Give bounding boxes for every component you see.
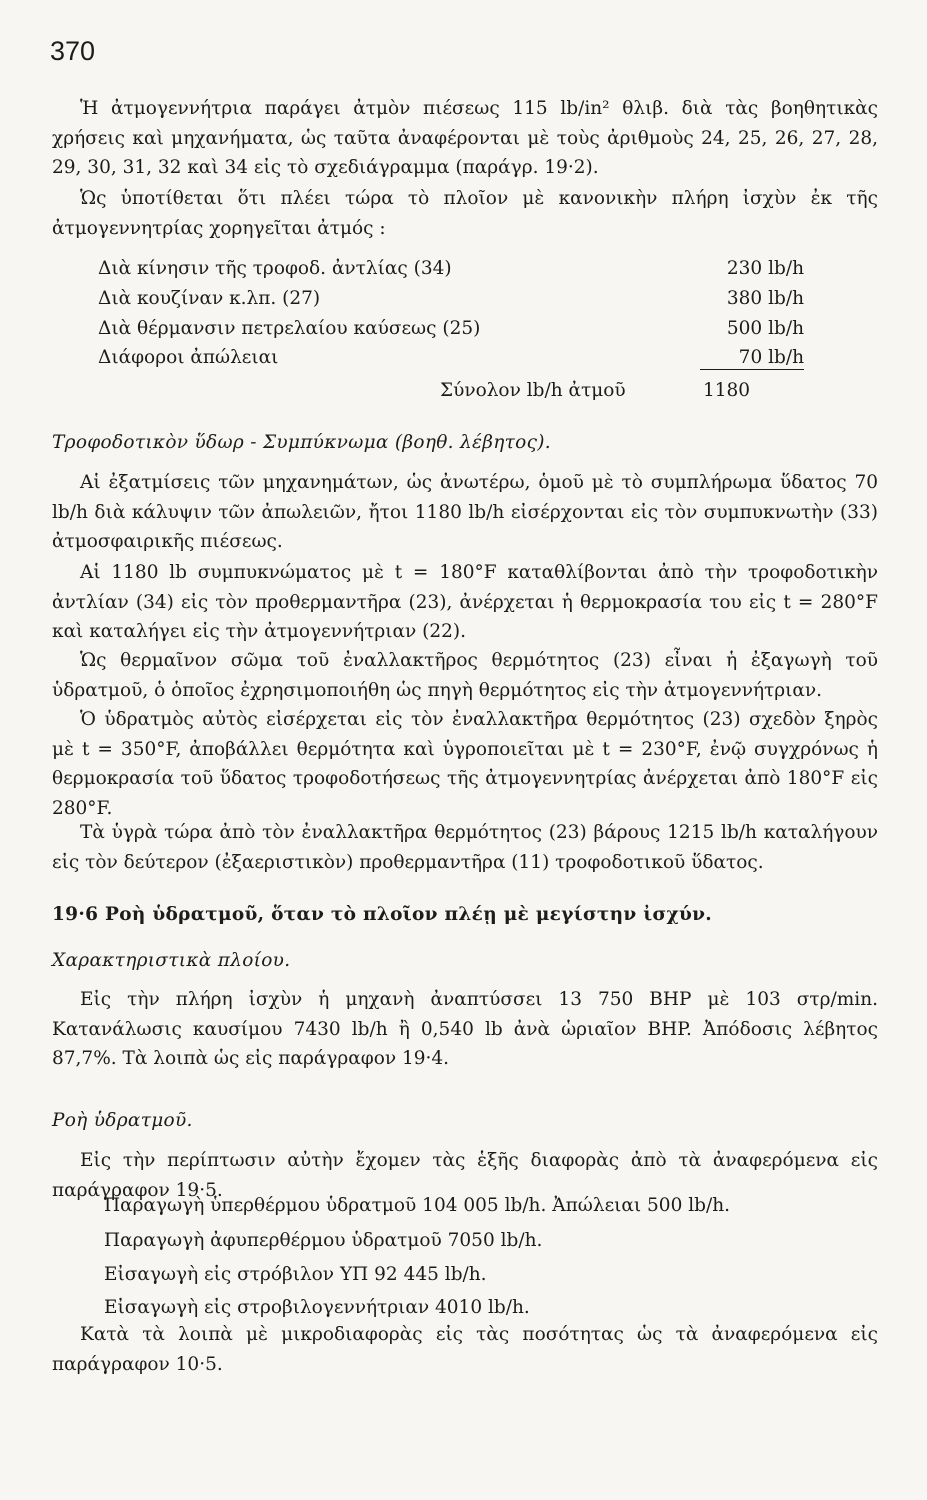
list-item: Εἰσαγωγὴ εἰς στροβιλογεννήτριαν 4010 lb/h. — [104, 1297, 530, 1318]
paragraph-heating-body: Ὡς θερμαῖνον σῶμα τοῦ ἐναλλακτῆρος θερμότητος (23) εἶναι ἡ ἐξαγωγὴ τοῦ ὑδρατμοῦ, ὁ ὁποῖος ἐχρησιμοποιήθη ὡς πηγὴ θερμότητος εἰς τὴν ἀτμογεννήτριαν. — [52, 650, 878, 701]
table-row — [98, 314, 818, 344]
section-heading: 19·6 Ροὴ ὑδρατμοῦ, ὅταν τὸ πλοῖον πλέῃ μὲ μεγίστην ἰσχύν. — [52, 904, 712, 925]
paragraph-steam-production: Ἡ ἀτμογεννήτρια παράγει ἀτμὸν πιέσεως 115 lb/in² θλιβ. διὰ τὰς βοηθητικὰς χρήσεις καὶ μηχανήματα, ὡς ταῦτα ἀναφέρονται μὲ τοὺς ἀριθμοὺς 24, 25, 26, 27, 28, 29, 30, 31, 32 καὶ 34 εἰς τὸ σχεδιάγραμμα (παράγρ. 19·2). — [52, 98, 878, 178]
subheading-feedwater: Τροφοδοτικὸν ὕδωρ - Συμπύκνωμα (βοηθ. λέβητος). — [52, 432, 551, 453]
paragraph-remaining: Κατὰ τὰ λοιπὰ μὲ μικροδιαφορὰς εἰς τὰς ποσότητας ὡς τὰ ἀναφερόμενα εἰς παράγραφον 10·5. — [52, 1324, 878, 1375]
row-label: Διὰ κουζίναν κ.λπ. (27) — [98, 288, 321, 309]
subheading-steam-flow: Ροὴ ὑδρατμοῦ. — [52, 1110, 193, 1131]
row-label: Διὰ θέρμανσιν πετρελαίου καύσεως (25) — [98, 318, 481, 339]
paragraph-differences: Εἰς τὴν περίπτωσιν αὐτὴν ἔχομεν τὰς ἑξῆς διαφορὰς ἀπὸ τὰ ἀναφερόμενα εἰς παράγραφον 19·5. — [52, 1150, 878, 1201]
row-label: Διὰ κίνησιν τῆς τροφοδ. ἀντλίας (34) — [98, 258, 452, 279]
paragraph-condensate: Αἱ 1180 lb συμπυκνώματος μὲ t = 180°F καταθλίβονται ἀπὸ τὴν τροφοδοτικὴν ἀντλίαν (34) εἰς τὸν προθερμαντῆρα (23), ἀνέρχεται ἡ θερμοκρασία του εἰς t = 280°F καὶ καταλήγει εἰς τὴν ἀτμογεννήτριαν (22). — [52, 562, 878, 642]
paragraph-heat-exchanger: Ὁ ὑδρατμὸς αὐτὸς εἰσέρχεται εἰς τὸν ἐναλλακτῆρα θερμότητος (23) σχεδὸν ξηρὸς μὲ t = 350°F, ἀποβάλλει θερμότητα καὶ ὑγροποιεῖται μὲ t = 230°F, ἐνῷ συγχρόνως ἡ θερμοκρασία τοῦ ὕδατος τροφοδοτήσεως τῆς ἀτμογεννητρίας ἀνέρχεται ἀπὸ 180°F εἰς 280°F. — [52, 709, 878, 819]
paragraph-steam-supply: Ὡς ὑποτίθεται ὅτι πλέει τώρα τὸ πλοῖον μὲ κανονικὴν πλήρη ἰσχὺν ἐκ τῆς ἀτμογεννητρίας χορηγεῖται ἀτμός : — [52, 188, 878, 239]
row-value: 230 lb/h — [726, 258, 804, 279]
page-number: 370 — [50, 36, 96, 66]
list-item: Εἰσαγωγὴ εἰς στρόβιλον ΥΠ 92 445 lb/h. — [104, 1264, 487, 1285]
list-item: Παραγωγὴ ἀφυπερθέρμου ὑδρατμοῦ 7050 lb/h. — [104, 1230, 543, 1251]
row-value: 70 lb/h — [738, 347, 804, 368]
subheading-ship-characteristics: Χαρακτηριστικὰ πλοίου. — [52, 950, 291, 971]
row-label: Διάφοροι ἀπώλειαι — [98, 347, 279, 368]
paragraph-full-power: Εἰς τὴν πλήρη ἰσχὺν ἡ μηχανὴ ἀναπτύσσει 13 750 BHP μὲ 103 στρ/min. Κατανάλωσις καυσίμου 7430 lb/h ἢ 0,540 lb ἀνὰ ὡριαῖον BHP. Ἀπόδοσις λέβητος 87,7%. Τὰ λοιπὰ ὡς εἰς παράγραφον 19·4. — [52, 989, 878, 1069]
list-item: Παραγωγὴ ὑπερθέρμου ὑδρατμοῦ 104 005 lb/h. Ἀπώλειαι 500 lb/h. — [104, 1195, 731, 1216]
paragraph-exhausts: Αἱ ἐξατμίσεις τῶν μηχανημάτων, ὡς ἀνωτέρω, ὁμοῦ μὲ τὸ συμπλήρωμα ὕδατος 70 lb/h διὰ κάλυψιν τῶν ἀπωλειῶν, ἤτοι 1180 lb/h εἰσέρχονται εἰς τὸν συμπυκνωτὴν (33) ἀτμοσφαιρικῆς πιέσεως. — [52, 472, 878, 552]
sum-rule — [700, 369, 804, 370]
total-label: Σύνολον lb/h ἀτμοῦ — [440, 380, 626, 401]
table-row — [98, 254, 818, 284]
table-row — [98, 284, 818, 314]
row-value: 380 lb/h — [726, 288, 804, 309]
total-value: 1180 — [703, 380, 751, 401]
row-value: 500 lb/h — [726, 318, 804, 339]
paragraph-liquids: Τὰ ὑγρὰ τώρα ἀπὸ τὸν ἐναλλακτῆρα θερμότητος (23) βάρους 1215 lb/h καταλήγουν εἰς τὸν δεύτερον (ἐξαεριστικὸν) προθερμαντῆρα (11) τροφοδοτικοῦ ὕδατος. — [52, 822, 878, 873]
